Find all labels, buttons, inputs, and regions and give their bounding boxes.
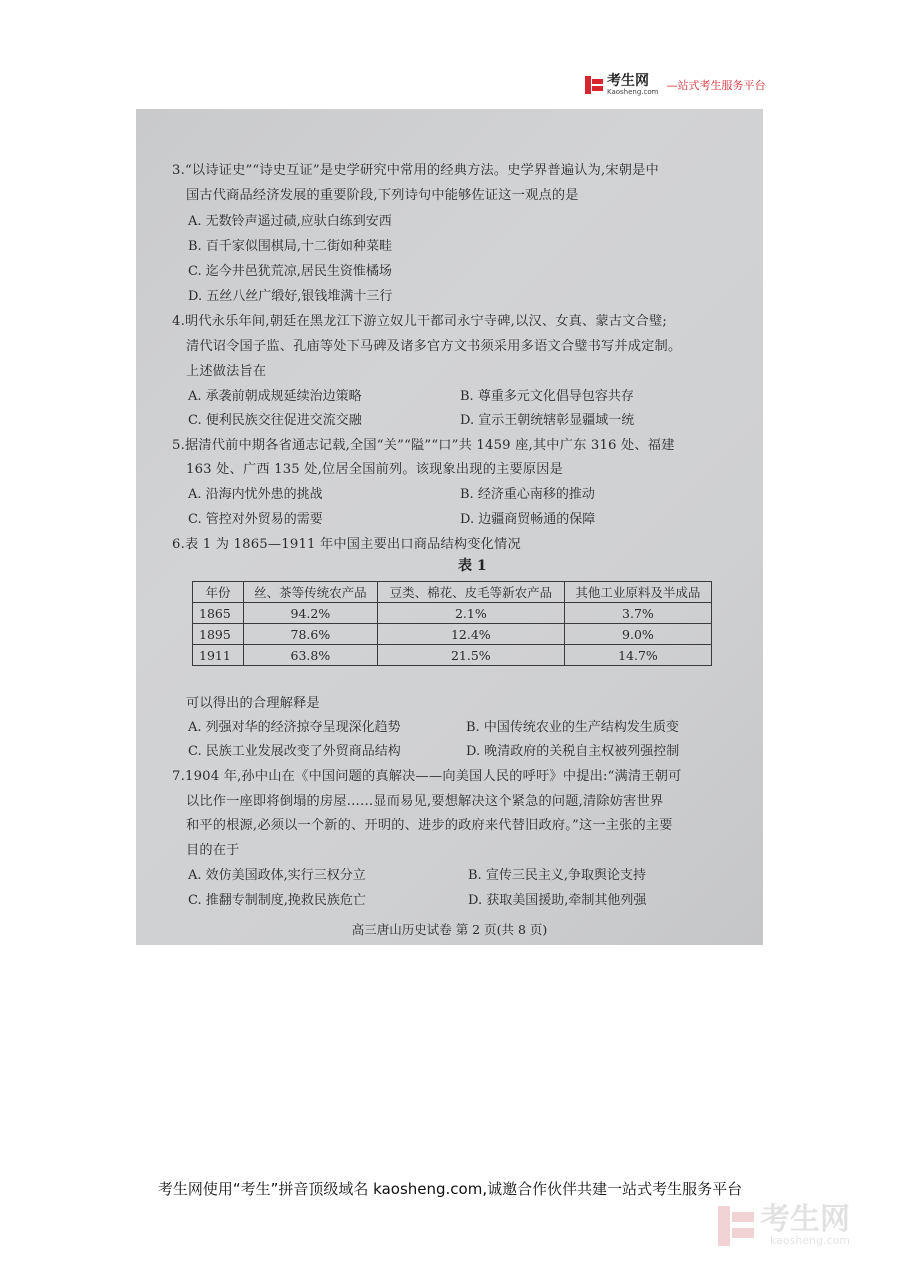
q6-question: 可以得出的合理解释是 <box>186 696 320 711</box>
q5-stem-line-1: 5.据清代前中期各省通志记载,全国“关”“隘”“口”共 1459 座,其中广东 316 处、福建 <box>172 438 675 453</box>
q3-stem-line-2: 国古代商品经济发展的重要阶段,下列诗句中能够佐证这一观点的是 <box>186 188 579 203</box>
q4-option-d: D. 宣示王朝统辖彰显疆域一统 <box>460 413 635 428</box>
kaosheng-logo-icon <box>585 76 603 94</box>
q3-option-b: B. 百千家似围棋局,十二街如种菜畦 <box>188 239 392 254</box>
q7-stem-line-1: 7.1904 年,孙中山在《中国问题的真解决——向美国人民的呼吁》中提出:“满清王朝可 <box>172 769 682 784</box>
q4-stem-line-1: 4.明代永乐年间,朝廷在黑龙江下游立奴儿干都司永宁寺碑,以汉、女真、蒙古文合璧; <box>172 314 667 329</box>
q7-option-a: A. 效仿美国政体,实行三权分立 <box>188 868 366 883</box>
brand-domain: Kaosheng.com <box>607 88 659 96</box>
table-cell: 63.8% <box>244 645 378 666</box>
q6-option-d: D. 晚清政府的关税自主权被列强控制 <box>466 744 680 759</box>
table-title: 表 1 <box>458 558 487 574</box>
brand-slogan: —站式考生服务平台 <box>666 79 766 92</box>
table-header-year: 年份 <box>193 582 244 603</box>
table-cell-year: 1895 <box>193 624 244 645</box>
q5-option-a: A. 沿海内忧外患的挑战 <box>188 487 323 502</box>
table-header-traditional: 丝、茶等传统农产品 <box>244 582 378 603</box>
q5-option-d: D. 边疆商贸畅通的保障 <box>460 512 596 527</box>
table-cell: 14.7% <box>564 645 711 666</box>
table-cell: 2.1% <box>377 603 564 624</box>
q5-option-c: C. 管控对外贸易的需要 <box>188 512 323 527</box>
watermark-text <box>760 1202 850 1247</box>
exam-page-photo <box>136 109 763 945</box>
q4-option-a: A. 承袭前朝成规延续治边策略 <box>188 389 362 404</box>
q7-option-b: B. 宣传三民主义,争取舆论支持 <box>468 868 646 883</box>
q5-stem-line-2: 163 处、广西 135 处,位居全国前列。该现象出现的主要原因是 <box>186 462 564 477</box>
q3-stem-line-1: 3.“以诗证史”“诗史互证”是史学研究中常用的经典方法。史学界普遍认为,宋朝是中 <box>172 163 659 178</box>
q7-stem-line-4: 目的在于 <box>186 843 240 858</box>
table-header-industrial: 其他工业原料及半成品 <box>564 582 711 603</box>
footer-tagline[interactable]: 考生网使用“考生”拼音顶级域名 kaosheng.com,诚邀合作伙伴共建一站式考生服务平台 <box>157 1180 743 1198</box>
export-structure-table <box>192 581 712 666</box>
header-brand[interactable] <box>585 70 766 100</box>
exam-page-footer: 高三唐山历史试卷 第 2 页(共 8 页) <box>351 922 548 937</box>
q3-option-c: C. 迄今井邑犹荒凉,居民生资惟橘场 <box>188 264 392 279</box>
q4-stem-line-2: 清代诏令国子监、孔庙等处下马碑及诸多官方文书须采用多语文合璧书写并成定制。 <box>186 339 682 354</box>
q4-option-b: B. 尊重多元文化倡导包容共存 <box>460 389 634 404</box>
q3-option-a: A. 无数铃声遥过碛,应驮白练到安西 <box>188 214 392 229</box>
q4-stem-line-3: 上述做法旨在 <box>186 364 267 379</box>
table-row <box>193 645 712 666</box>
table-cell: 78.6% <box>244 624 378 645</box>
q6-option-c: C. 民族工业发展改变了外贸商品结构 <box>188 744 401 759</box>
q6-stem: 6.表 1 为 1865—1911 年中国主要出口商品结构变化情况 <box>172 537 521 552</box>
table-cell-year: 1865 <box>193 603 244 624</box>
q7-option-c: C. 推翻专制制度,挽救民族危亡 <box>188 893 366 908</box>
q4-option-c: C. 便利民族交往促进交流交融 <box>188 413 362 428</box>
q7-option-d: D. 获取美国援助,牵制其他列强 <box>468 893 647 908</box>
watermark <box>718 1202 850 1247</box>
q3-option-d: D. 五丝八丝广缎好,银钱堆满十三行 <box>188 289 393 304</box>
watermark-domain: kaosheng.com <box>769 1234 850 1247</box>
q5-option-b: B. 经济重心南移的推动 <box>460 487 595 502</box>
q6-option-b: B. 中国传统农业的生产结构发生质变 <box>466 720 679 735</box>
q6-option-a: A. 列强对华的经济掠夺呈现深化趋势 <box>188 720 401 735</box>
table-row <box>193 603 712 624</box>
table-cell: 21.5% <box>377 645 564 666</box>
table-cell: 9.0% <box>564 624 711 645</box>
watermark-name: 考生网 <box>760 1202 850 1237</box>
table-header-row <box>193 582 712 603</box>
watermark-logo-icon <box>718 1206 754 1246</box>
q7-stem-line-3: 和平的根源,必须以一个新的、开明的、进步的政府来代替旧政府。”这一主张的主要 <box>186 818 673 833</box>
table-cell: 12.4% <box>377 624 564 645</box>
q7-stem-line-2: 以比作一座即将倒塌的房屋……显而易见,要想解决这个紧急的问题,清除妨害世界 <box>186 794 664 809</box>
table-cell: 94.2% <box>244 603 378 624</box>
brand-name: 考生网 <box>607 73 649 89</box>
table-header-new-agri: 豆类、棉花、皮毛等新农产品 <box>377 582 564 603</box>
table-cell: 3.7% <box>564 603 711 624</box>
table-cell-year: 1911 <box>193 645 244 666</box>
brand-text <box>607 74 659 96</box>
table-row <box>193 624 712 645</box>
